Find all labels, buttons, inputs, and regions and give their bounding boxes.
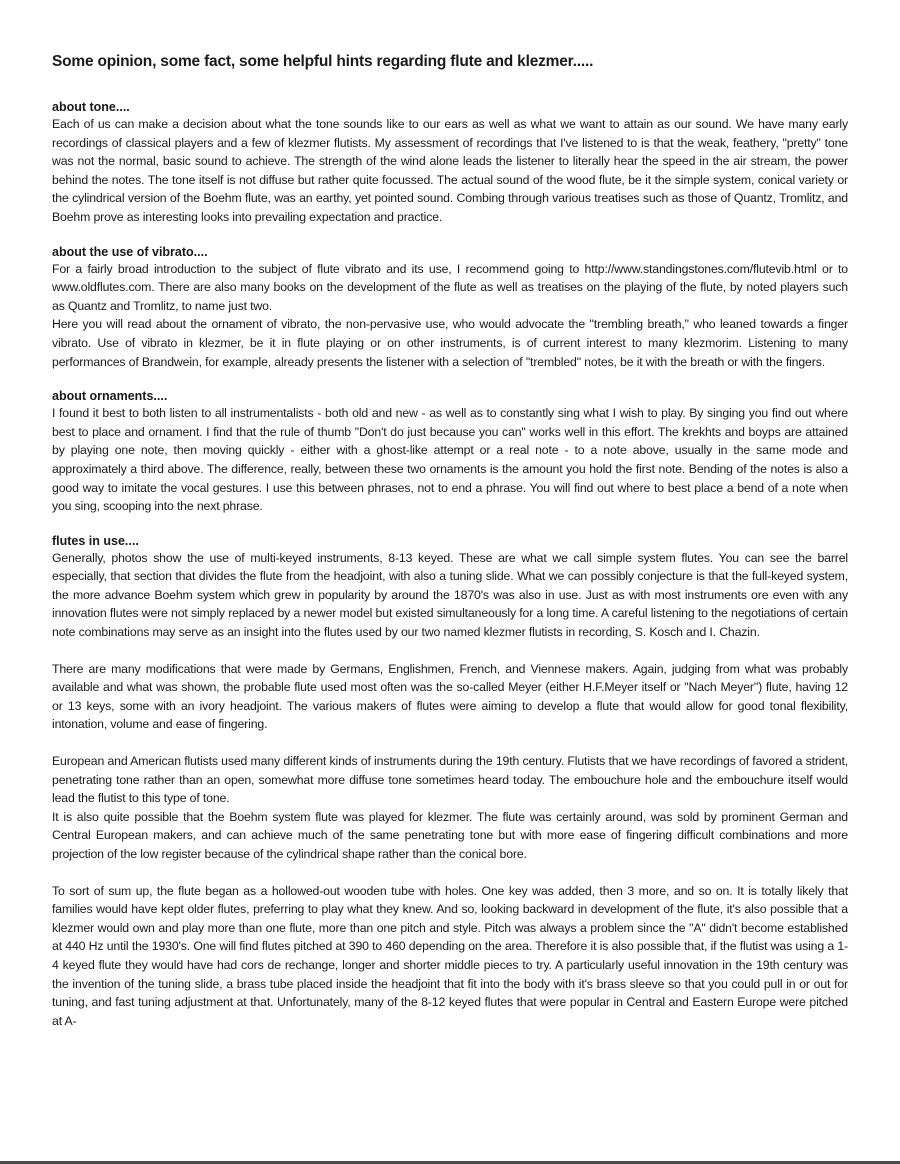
paragraph: Here you will read about the ornament of vibrato, the non-pervasive use, who would advocate the "trembling breath," who leaned towards a finger vibrato. Use of vibrato in klezmer, be it in flute playing or on other instruments, is of current interest to many klezmorim. Listening to many performances of Brandwein, for example, already presents the listener with a selection of "trembled" notes, be it with the breath or with the fingers. bbox=[52, 317, 848, 369]
document-title: Some opinion, some fact, some helpful hints regarding flute and klezmer..... bbox=[52, 53, 594, 70]
section-flutes-in-use bbox=[52, 534, 848, 1031]
paragraph: There are many modifications that were made by Germans, Englishmen, French, and Viennese makers. Again, judging from what was probably available and what was shown, the probable flute used most often was the so-called Meyer (either H.F.Meyer itself or "Nach Meyer") flute, having 12 or 13 keys, some with an ivory headjoint. The various makers of flutes were aiming to develop a flute that would allow for good tonal flexibility, intonation, volume and ease of fingering. bbox=[52, 661, 848, 732]
section-about-tone bbox=[52, 100, 848, 227]
section-heading: about ornaments.... bbox=[52, 389, 168, 404]
document-page bbox=[52, 52, 848, 1048]
section-heading: about tone.... bbox=[52, 100, 130, 114]
paragraph: I found it best to both listen to all instrumentalists - both old and new - as well as to constantly sing what I wish to play. By singing you find out where best to place and ornament. I find that the rule of thumb "Don't do just because you can" works well in this effort. The krekhts and boyps are attained by playing one note, then moving quickly - either with a ghost-like attempt or a real note - to a note above, usually in the same mode and approximately a third above. The difference, really, between these two ornaments is the amount you hold the first note. Bending of the notes is also a good way to imitate the vocal gestures. I use this between phrases, not to end a phrase. You will find out where to best place a bend of a note when you sing, scooping into the next phrase. bbox=[52, 406, 848, 514]
paragraph: It is also quite possible that the Boehm system flute was played for klezmer. The flute was certainly around, was sold by prominent German and Central European makers, and can achieve much of the same penetrating tone but with more ease of fingering difficult combinations and more projection of the low register because of the cylindrical shape rather than the conical bore. bbox=[52, 809, 848, 861]
section-about-ornaments bbox=[52, 389, 848, 516]
paragraph: Each of us can make a decision about what the tone sounds like to our ears as well as what we want to attain as our sound. We have many early recordings of classical players and a few of klezmer flutists. My assessment of recordings that I've listened to is that the weak, feathery, "pretty" tone was not the normal, basic sound to achieve. The strength of the wind alone leads the listener to literally hear the speed in the air stream, the power behind the notes. The tone itself is not diffuse but rather quite focussed. The actual sound of the wood flute, be it the simple system, conical variety or the cylindrical version of the Boehm flute, was an earthy, yet pointed sound. Combing through various treatises such as those of Quantz, Tromlitz, and Boehm prove as interesting looks into prevailing expectation and practice. bbox=[52, 117, 848, 224]
paragraph: For a fairly broad introduction to the subject of flute vibrato and its use, I recommend going to http://www.standingstones.com/flutevib.html or to www.oldflutes.com. There are also many books on the development of the flute as well as treatises on the playing of the flute, by noted players such as Quantz and Tromlitz, to name just two. bbox=[52, 261, 848, 313]
section-about-vibrato bbox=[52, 245, 848, 372]
section-heading: flutes in use.... bbox=[52, 533, 139, 548]
paragraph: Generally, photos show the use of multi-keyed instruments, 8-13 keyed. These are what we call simple system flutes. You can see the barrel especially, that section that divides the flute from the headjoint, with also a tuning slide. What we can possibly conjecture is that the full-keyed system, the more advance Boehm system which grew in popularity by around the 1870's was also in use. Just as with most instruments ore even with any innovation flutes were not simply replaced by a newer model but existed simultaneously for a long time. A careful listening to the negotiations of certain note combinations may serve as an insight into the flutes used by our two named klezmer flutists in recording, S. Kosch and I. Chazin. bbox=[52, 550, 848, 640]
paragraph: European and American flutists used many different kinds of instruments during the 19th century. Flutists that we have recordings of favored a strident, penetrating tone rather than an open, somewhat more diffuse tone sometimes heard today. The embouchure hole and the embouchure itself would lead the flutist to this type of tone. bbox=[52, 754, 848, 806]
paragraph: To sort of sum up, the flute began as a hollowed-out wooden tube with holes. One key was added, then 3 more, and so on. It is totally likely that families would have kept older flutes, preferring to play what they knew. And so, looking backward in development of the flute, it's also possible that a klezmer would own and play more than one flute, more than one pitch and style. Pitch was always a problem since the "A" didn't become established at 440 Hz until the 1930's. One will find flutes pitched at 390 to 460 depending on the area. Therefore it is also possible that, if the flutist was using a 1-4 keyed flute they would have had cors de rechange, longer and shorter middle pieces to try. A particularly useful innovation in the 19th century was the invention of the tuning slide, a brass tube placed inside the headjoint that fit into the body with it's brass sleeve so that you could pull in or out for tuning, and fast tuning adjustment at that. Unfortunately, many of the 8-12 keyed flutes that were popular in Central and Eastern Europe were pitched at A- bbox=[52, 883, 848, 1028]
section-heading: about the use of vibrato.... bbox=[52, 244, 208, 259]
